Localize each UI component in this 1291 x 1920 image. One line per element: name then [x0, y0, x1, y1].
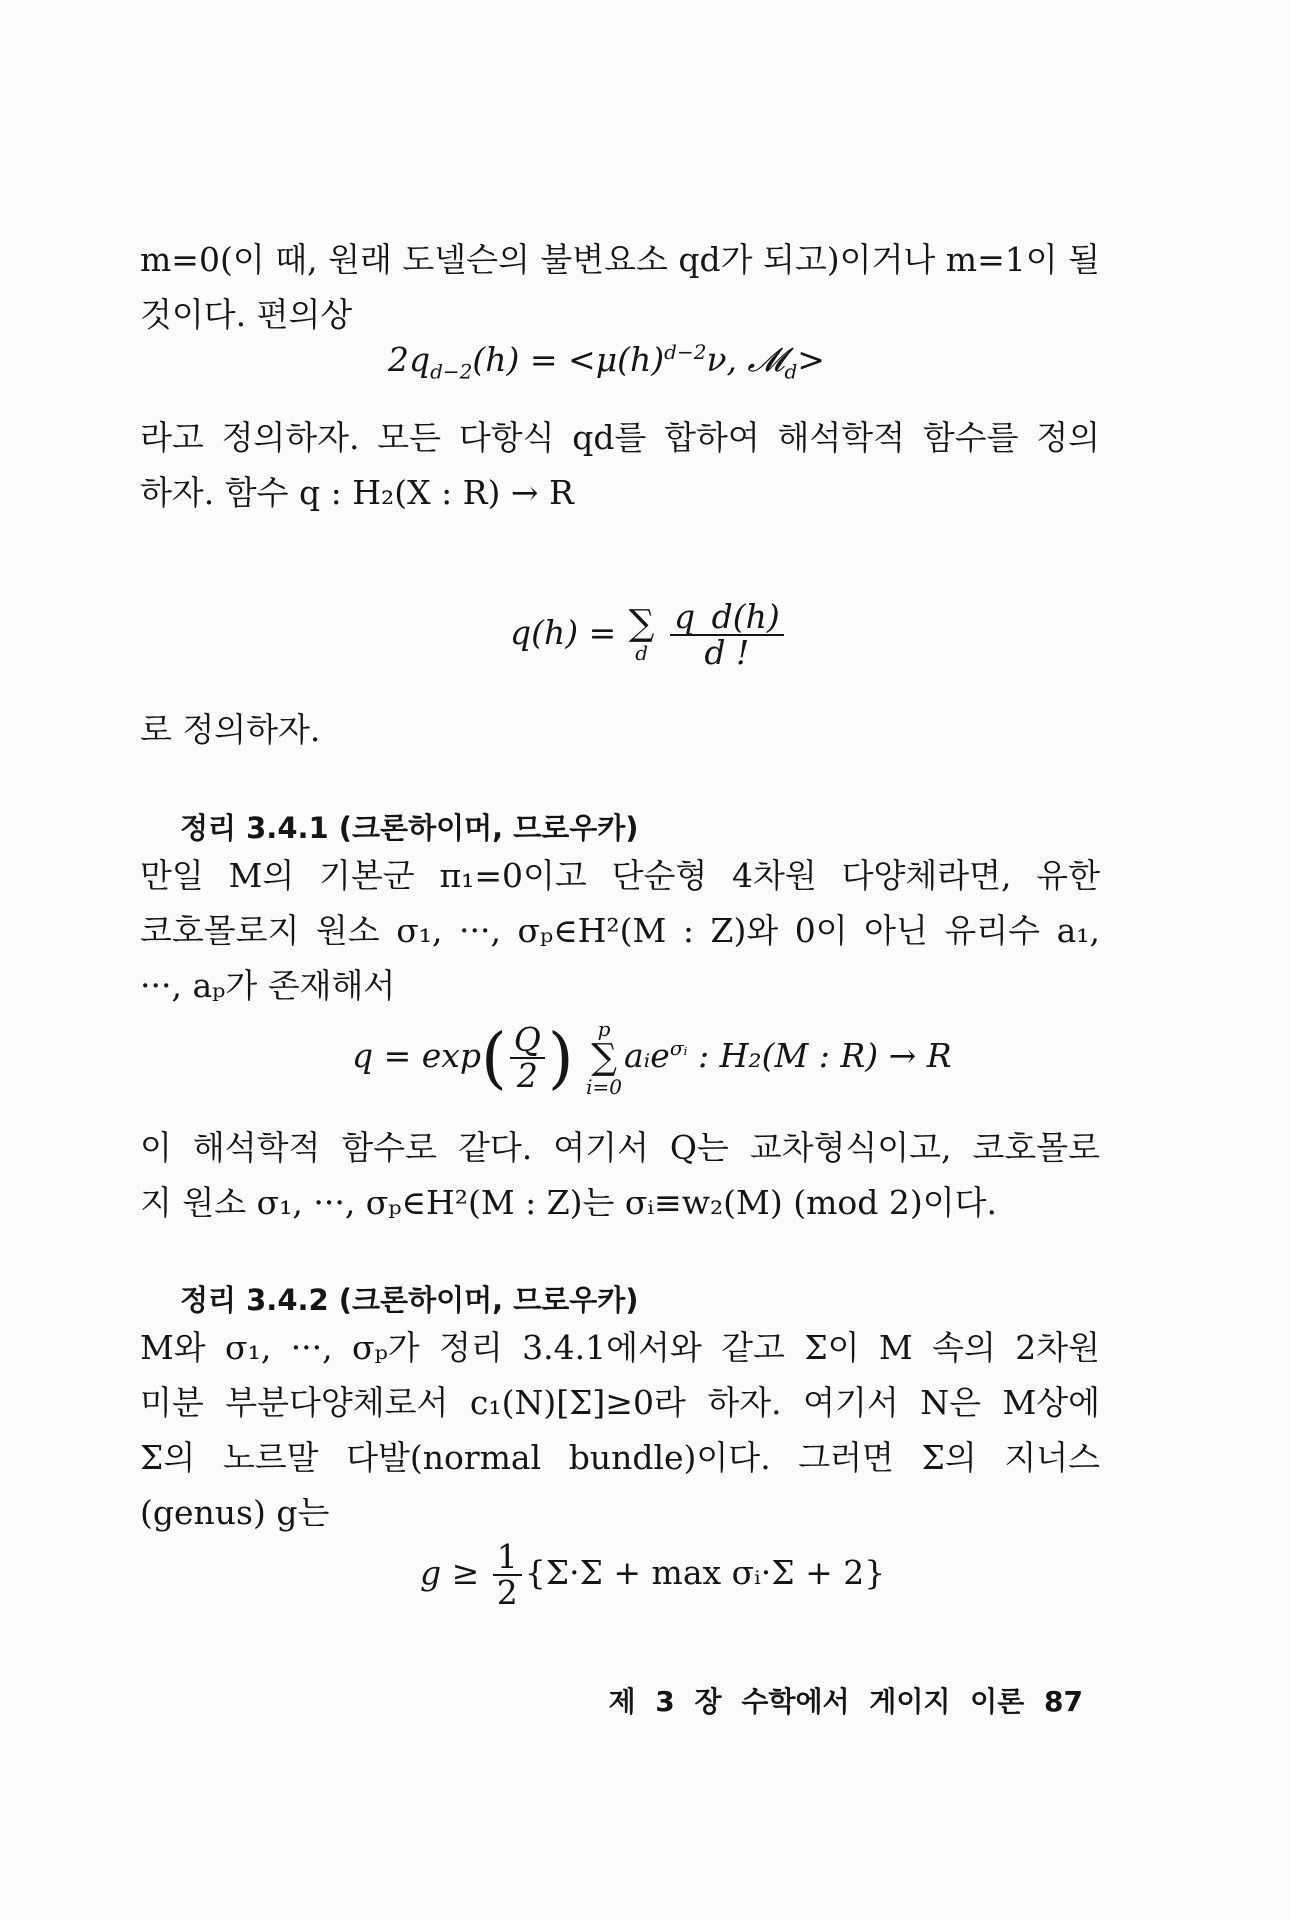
theorem-body: [140, 1320, 1100, 1540]
text-line: 지 원소 σ₁, ···, σₚ∈H²(M : Z)는 σᵢ≡w₂(M) (mod 2)이다.: [140, 1183, 997, 1222]
eq-term: ν, 𝓜: [706, 340, 785, 379]
chapter-title: 수학에서 게이지 이론: [741, 1685, 1025, 1718]
eq-superscript: σᵢ: [669, 1036, 688, 1060]
sum-lower-index: d: [635, 641, 649, 665]
fraction-denominator: d !: [704, 633, 750, 672]
text-line: M와 σ₁, ···, σₚ가 정리 3.4.1에서와 같고 Σ이 M 속의 2차원: [140, 1328, 1100, 1367]
paragraph-define-function: [140, 410, 1100, 520]
sum-lower-index: i=0: [586, 1075, 622, 1099]
text-line: (genus) g는: [140, 1493, 330, 1532]
equation-q-definition: [388, 340, 825, 384]
eq-term: q = exp: [352, 1036, 482, 1075]
theorem-conclusion: [140, 1120, 1100, 1230]
text-line: 만일 M의 기본군 π₁=0이고 단순형 4차원 다양체라면, 유한: [140, 856, 1100, 895]
eq-subscript: d: [784, 359, 798, 384]
fraction-numerator: q_d(h): [670, 600, 784, 636]
text-line: m=0(이 때, 원래 도넬슨의 불변요소 qd가 되고)이거나 m=1이 될: [140, 240, 1100, 279]
eq-term: {Σ·Σ + max σᵢ·Σ + 2}: [524, 1553, 886, 1592]
text-line: 것이다. 편의상: [140, 295, 353, 334]
paragraph-define-end: [140, 702, 1100, 757]
eq-term: (h) = <μ(h): [472, 340, 665, 379]
sum-operator: p ∑ i=0: [586, 1017, 622, 1099]
page-footer: [609, 1680, 1083, 1720]
eq-superscript: d−2: [664, 340, 707, 364]
text-line: 하자. 함수 q : H₂(X : R) → R: [140, 473, 574, 512]
theorem-heading: 정리 3.4.2 (크론하이머, 므로우카): [180, 1283, 639, 1317]
chapter-label: 제 3 장: [608, 1685, 722, 1718]
eq-term: 2q: [388, 340, 431, 379]
equation-q-sum: [510, 597, 787, 672]
eq-term: : H₂(M : R) → R: [698, 1036, 952, 1075]
eq-term: aᵢe: [623, 1036, 670, 1075]
sum-operator: ∑ d: [628, 603, 655, 665]
page-number: 87: [1044, 1685, 1083, 1718]
text-line: 라고 정의하자. 모든 다항식 qd를 합하여 해석학적 함수를 정의: [140, 418, 1100, 457]
text-line: 로 정의하자.: [140, 710, 321, 749]
eq-term: q(h) =: [510, 613, 617, 652]
text-line: ···, aₚ가 존재해서: [140, 966, 396, 1005]
equation-genus-bound: [420, 1537, 886, 1612]
text-line: 코호몰로지 원소 σ₁, ···, σₚ∈H²(M : Z)와 0이 아닌 유리수 a₁,: [140, 911, 1100, 950]
eq-term: >: [797, 340, 825, 379]
paragraph-intro: [140, 232, 1100, 342]
fraction-numerator: 1: [493, 1540, 522, 1576]
fraction-denominator: 2: [496, 1573, 518, 1612]
text-line: Σ의 노르말 다발(normal bundle)이다. 그러면 Σ의 지너스: [140, 1438, 1100, 1477]
theorem-body: [140, 848, 1100, 1013]
text-line: 미분 부분다양체로서 c₁(N)[Σ]≥0라 하자. 여기서 N은 M상에: [140, 1383, 1100, 1422]
text-line: 이 해석학적 함수로 같다. 여기서 Q는 교차형식이고, 코호몰로: [140, 1128, 1100, 1167]
eq-term: g ≥: [420, 1553, 480, 1592]
fraction-numerator: Q: [510, 1023, 545, 1059]
equation-q-exp: q = exp( $\frac{Q}{2}$ ) p ∑ i=0 aᵢe$^{\sigma ᵢ}$ : H₂(M : R) → R: [352, 1017, 952, 1099]
fraction: [510, 1020, 545, 1095]
theorem-heading: 정리 3.4.1 (크론하이머, 므로우카): [180, 811, 639, 845]
fraction-denominator: 2: [516, 1056, 538, 1095]
eq-subscript: d−2: [430, 359, 473, 384]
fraction: [493, 1537, 522, 1612]
sum-upper-index: p: [597, 1017, 611, 1041]
fraction: [670, 597, 784, 672]
